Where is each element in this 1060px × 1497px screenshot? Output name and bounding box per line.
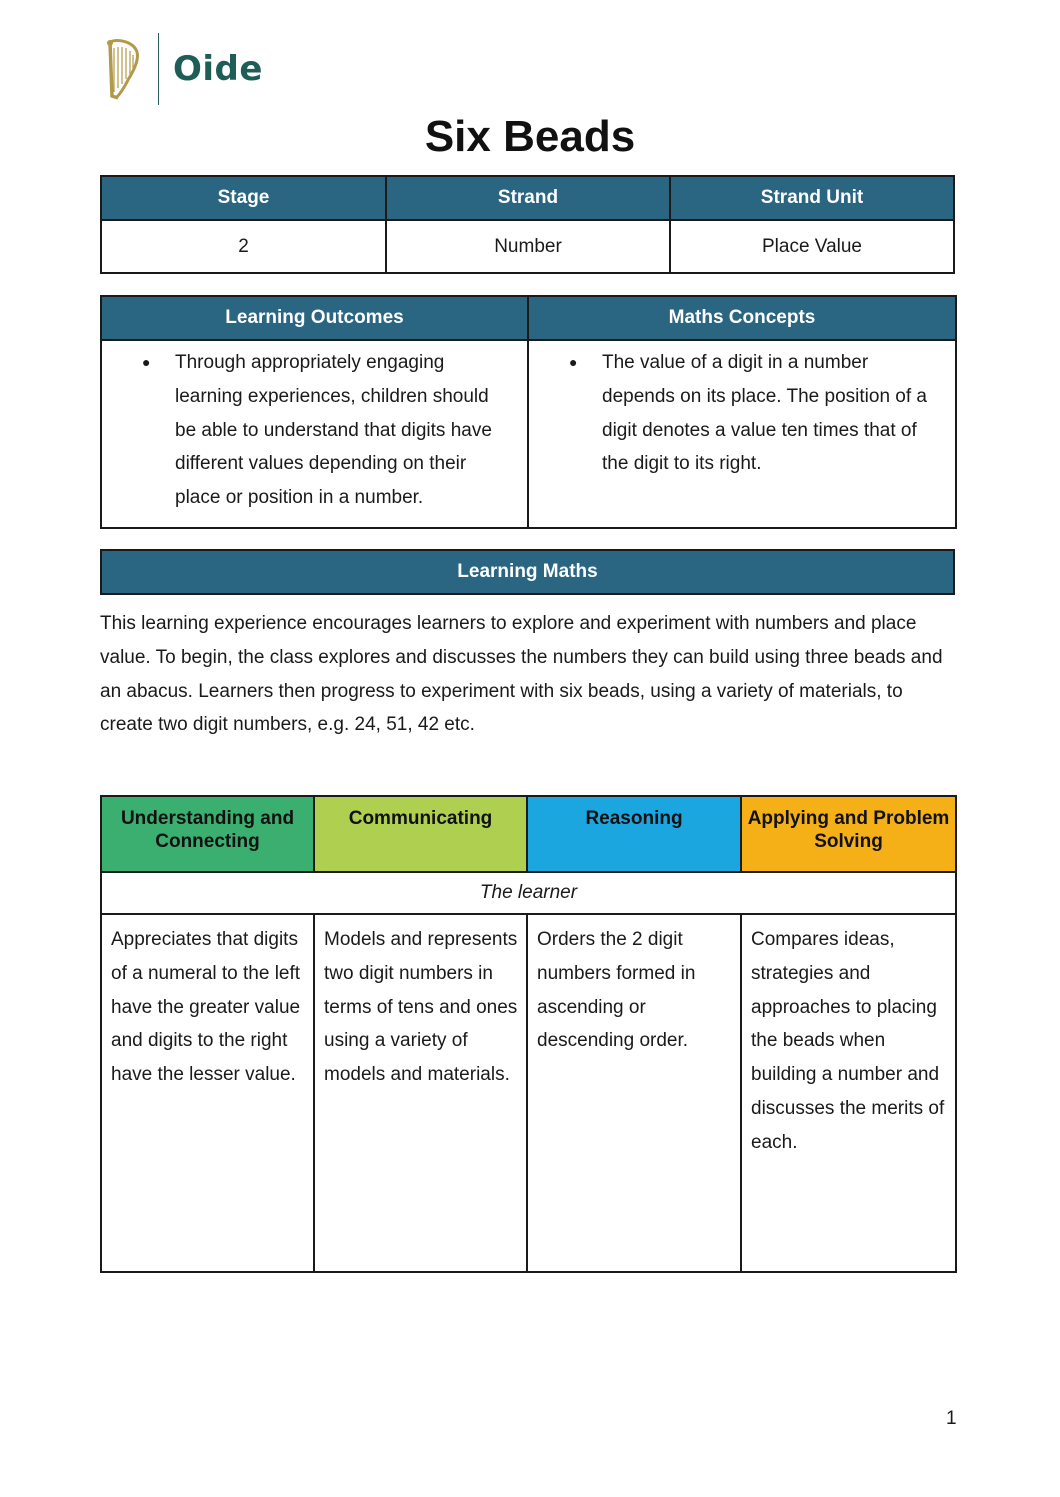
applying-problem-solving-description: Compares ideas, strategies and approaches to placing the beads when building a number and discusses the merits of each. xyxy=(741,914,956,1272)
applying-problem-solving-header: Applying and Problem Solving xyxy=(741,796,956,872)
learning-outcomes-cell xyxy=(101,340,528,528)
understanding-connecting-header: Understanding and Connecting xyxy=(101,796,314,872)
page-number: 1 xyxy=(946,1408,957,1429)
bullet-icon: ● xyxy=(142,354,151,370)
skills-table xyxy=(100,795,957,1273)
list-item xyxy=(529,341,955,481)
brand-name: Oide xyxy=(173,49,263,89)
logo-divider xyxy=(158,33,159,105)
reasoning-header: Reasoning xyxy=(527,796,741,872)
learning-maths-paragraph: This learning experience encourages learners to explore and experiment with numbers and place value. To begin, the class explores and discusses the numbers they can build using three beads and an abacus. Learners then progress to experiment with six beads, using a variety of materials, to create two digit numbers, e.g. 24, 51, 42 etc. xyxy=(100,613,943,736)
learning-maths-banner xyxy=(100,549,955,595)
maths-concepts-header: Maths Concepts xyxy=(528,296,956,340)
reasoning-description: Orders the 2 digit numbers formed in ascending or descending order. xyxy=(527,914,741,1272)
communicating-description: Models and represents two digit numbers in terms of tens and ones using a variety of models and materials. xyxy=(314,914,527,1272)
understanding-connecting-description: Appreciates that digits of a numeral to the left have the greater value and digits to the right have the lesser value. xyxy=(101,914,314,1272)
the-learner-subheader: The learner xyxy=(101,872,956,914)
oide-logo xyxy=(104,34,263,104)
communicating-header: Communicating xyxy=(314,796,527,872)
strand-unit-header: Strand Unit xyxy=(670,176,954,220)
learning-outcome-text: Through appropriately engaging learning experiences, children should be able to understand that digits have different values depending on their place or position in a number. xyxy=(175,352,492,509)
lesson-meta-table xyxy=(100,175,955,274)
strand-unit-value: Place Value xyxy=(670,220,954,273)
stage-header: Stage xyxy=(101,176,386,220)
maths-concepts-cell xyxy=(528,340,956,528)
outcomes-table xyxy=(100,295,957,529)
page-title: Six Beads xyxy=(424,112,636,161)
learning-outcomes-header: Learning Outcomes xyxy=(101,296,528,340)
learning-maths-header: Learning Maths xyxy=(101,550,954,594)
maths-concept-text: The value of a digit in a number depends on its place. The position of a digit denotes a value ten times that of the digit to its right. xyxy=(602,352,927,475)
bullet-icon: ● xyxy=(569,354,578,370)
stage-value: 2 xyxy=(101,220,386,273)
strand-header: Strand xyxy=(386,176,670,220)
list-item xyxy=(102,341,527,515)
harp-icon xyxy=(104,38,142,100)
strand-value: Number xyxy=(386,220,670,273)
